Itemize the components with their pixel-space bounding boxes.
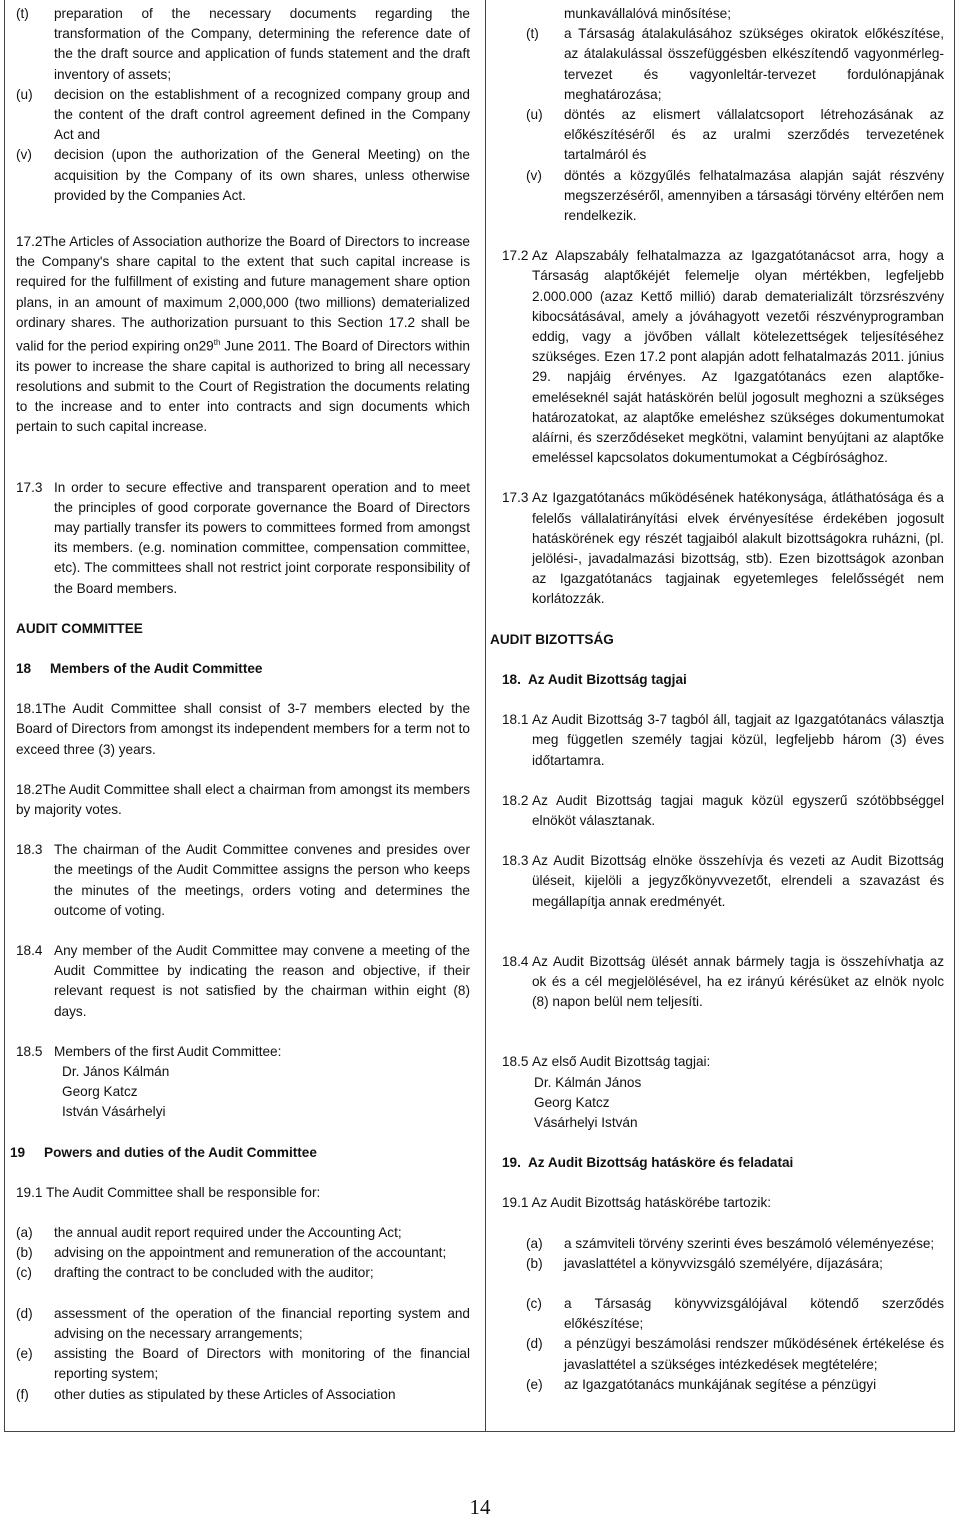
list-item: Dr. Kálmán János (534, 1074, 642, 1090)
section-19-1: 19.1 The Audit Committee shall be responsible for: (16, 1184, 321, 1200)
section-19-heading: 19. Az Audit Bizottság hatásköre és feladatai (502, 1155, 794, 1171)
audit-committee-heading: AUDIT COMMITTEE (16, 620, 143, 636)
list-item: (d) a pénzügyi beszámolási rendszer működésének értékelése és javaslattétel a szükséges intézkedések megtételére; (526, 1336, 944, 1372)
list-item: (c) drafting the contract to be concluded with the auditor; (16, 1265, 374, 1281)
list-item: (e) assisting the Board of Directors with monitoring of the financial reporting system; (16, 1346, 470, 1382)
section-17-2: 17.2 Az Alapszabály felhatalmazza az Igazgatótanácsot arra, hogy a Társaság alaptőkéjét felemelje olyan mértékben, legfeljebb 2.000.000 (azaz Kettő millió) darab dematerializált törzsrészvény kibocsátásával, amely a jóváhagyott vezetői részvényprogramban eddig, vagy a jövőben vállalt kötelezettségek teljesítéséhez szükséges. Ezen 17.2 pont alapján adott felhatalmazás 2011. június 29. napjáig érvényes. Az Igazgatótanács ezen alaptőke-emeléseknél saját hatáskörén belül jogosult meghozni a szükséges határozatokat, az alaptőke emeléshez szükséges dokumentumokat aláírni, és szerződéseket megkötni, valamint benyújtani az alaptőke emeléssel kapcsolatos dokumentumokat a Cégbírósághoz. (502, 248, 944, 466)
english-column (10, 4, 470, 1405)
list-item: Vásárhelyi István (534, 1114, 638, 1130)
member-list (16, 1062, 470, 1123)
page-number: 14 (469, 1495, 491, 1519)
hungarian-column (490, 4, 944, 1395)
list-item: Georg Katcz (62, 1084, 138, 1100)
section-18-heading: 18. Az Audit Bizottság tagjai (502, 671, 687, 687)
list-item: István Vásárhelyi (62, 1104, 166, 1120)
section-18-1: 18.1 Az Audit Bizottság 3-7 tagból áll, tagjait az Igazgatótanács választja meg független személy tagjai közül, legfeljebb három (3) éves időtartamra. (502, 712, 944, 768)
section-18-heading: 18 Members of the Audit Committee (16, 661, 263, 677)
list-item: (t) preparation of the necessary documents regarding the transformation of the Company, determining the reference date of the the draft source and application of funds statement and the draft inventory of assets; (16, 6, 470, 82)
list-item: (u) döntés az elismert vállalatcsoport létrehozásának az előkészítéséről és az uralmi szerződés tervezetének tartalmáról és (526, 107, 944, 163)
audit-committee-heading: AUDIT BIZOTTSÁG (490, 631, 614, 647)
section-18-5: 18.5 Members of the first Audit Committee: (16, 1043, 282, 1059)
member-list (502, 1073, 944, 1134)
list-item: (a) a számviteli törvény szerinti éves beszámoló véleményezése; (526, 1235, 935, 1251)
section-19-1: 19.1 Az Audit Bizottság hatáskörébe tartozik: (502, 1195, 772, 1211)
list-item: (v) döntés a közgyűlés felhatalmazása alapján saját részvény megszerzéséről, amennyiben a társasági törvény eltérően nem rendelkezik. (526, 167, 944, 224)
section-18-1: 18.1The Audit Committee shall consist of 3-7 members elected by the Board of Directors from amongst its independent members for a term not to exceed three (3) years. (16, 701, 470, 757)
list-item: (c) a Társaság könyvvizsgálójával kötendő szerződés előkészítése; (526, 1295, 944, 1332)
list-item: Georg Katcz (534, 1094, 610, 1110)
list-item: (a) the annual audit report required under the Accounting Act; (16, 1225, 402, 1241)
list-item: (b) advising on the appointment and remuneration of the accountant; (16, 1245, 447, 1261)
list-item: (f) other duties as stipulated by these Articles of Association (16, 1386, 396, 1402)
section-18-4: 18.4 Any member of the Audit Committee may convene a meeting of the Audit Committee by indicating the reason and objective, if their relevant request is not satisfied by the chairman within eight (8) days. (16, 943, 470, 1019)
list-item: (u) decision on the establishment of a recognized company group and the content of the draft control agreement defined in the Company Act and (16, 86, 470, 143)
section-18-5: 18.5 Az első Audit Bizottság tagjai: (502, 1054, 711, 1070)
list-item: (v) decision (upon the authorization of the General Meeting) on the acquisition by the Company of its own shares, unless otherwise provided by the Companies Act. (16, 147, 470, 203)
section-19-heading: 19 Powers and duties of the Audit Committee (10, 1144, 317, 1160)
section-18-3: 18.3 The chairman of the Audit Committee convenes and presides over the meetings of the Audit Committee assigns the person who keeps the minutes of the meetings, orders voting and determines the outcome of voting. (16, 842, 470, 918)
list-item: (t) a Társaság átalakulásához szükséges okiratok előkészítése, az átalakulással összefüggésben elkészítendő vagyonmérleg-tervezet és vagyonleltár-tervezet fordulónapjának meghatározása; (526, 26, 944, 102)
section-18-2: 18.2The Audit Committee shall elect a chairman from amongst its members by majority votes. (16, 781, 470, 818)
list-item: (e) az Igazgatótanács munkájának segítése a pénzügyi (526, 1376, 877, 1392)
section-18-2: 18.2 Az Audit Bizottság tagjai maguk közül egyszerű szótöbbséggel elnököt választanak. (502, 792, 944, 828)
section-17-3: 17.3 In order to secure effective and transparent operation and to meet the principles of good corporate governance the Board of Directors may partially transfer its powers to committees formed from amongst its members. (e.g. nomination committee, compensation committee, etc). The committees shall not restrict joint corporate responsibility of the Board members. (16, 479, 470, 596)
list-item: (d) assessment of the operation of the financial reporting system and advising on the necessary arrangements; (16, 1305, 470, 1341)
list-item: Dr. János Kálmán (62, 1064, 170, 1080)
section-17-3: 17.3 Az Igazgatótanács működésének hatékonysága, átláthatósága és a felelős vállalatirányítási elvek érvényesítése érdekében jogosult hatáskörének egy részét tagjaiból alakult bizottságokra ruházni, (pl. jelölési-, javadalmazási bizottság, stb). Ezen bizottságok azonban az Igazgatótanács tagjainak egyetemleges felelősségét nem korlátozzák. (502, 490, 944, 607)
column-divider (485, 0, 486, 1432)
list-item: (b) javaslattétel a könyvvizsgáló személyére, díjazására; (526, 1255, 883, 1271)
section-17-2: 17.2The Articles of Association authorize the Board of Directors to increase the Company's share capital to the extent that such capital increase is required for the fulfillment of existing and future management share option plans, in an amount of maximum 2,000,000 (two millions) dematerialized ordinary shares. The authorization pursuant to this Section 17.2 shall be valid for the period expiring on29th June 2011. The Board of Directors within its power to increase the share capital is authorized to bring all necessary resolutions and submit to the Court of Registration the documents relating to the increase and to enter into contracts and sign documents which pertain to such capital increase. (16, 234, 470, 435)
continued-text: munkavállalóvá minősítése; (564, 6, 731, 21)
section-18-3: 18.3 Az Audit Bizottság elnöke összehívja és vezeti az Audit Bizottság üléseit, kijelöli a jegyzőkönyvvezetőt, elrendeli a szavazást és megállapítja annak eredményét. (502, 853, 944, 909)
section-18-4: 18.4 Az Audit Bizottság ülését annak bármely tagja is összehívhatja az ok és a cél megjelölésével, ha ez irányú kérésüket az elnök nyolc (8) napon belül nem teljesíti. (502, 953, 944, 1010)
